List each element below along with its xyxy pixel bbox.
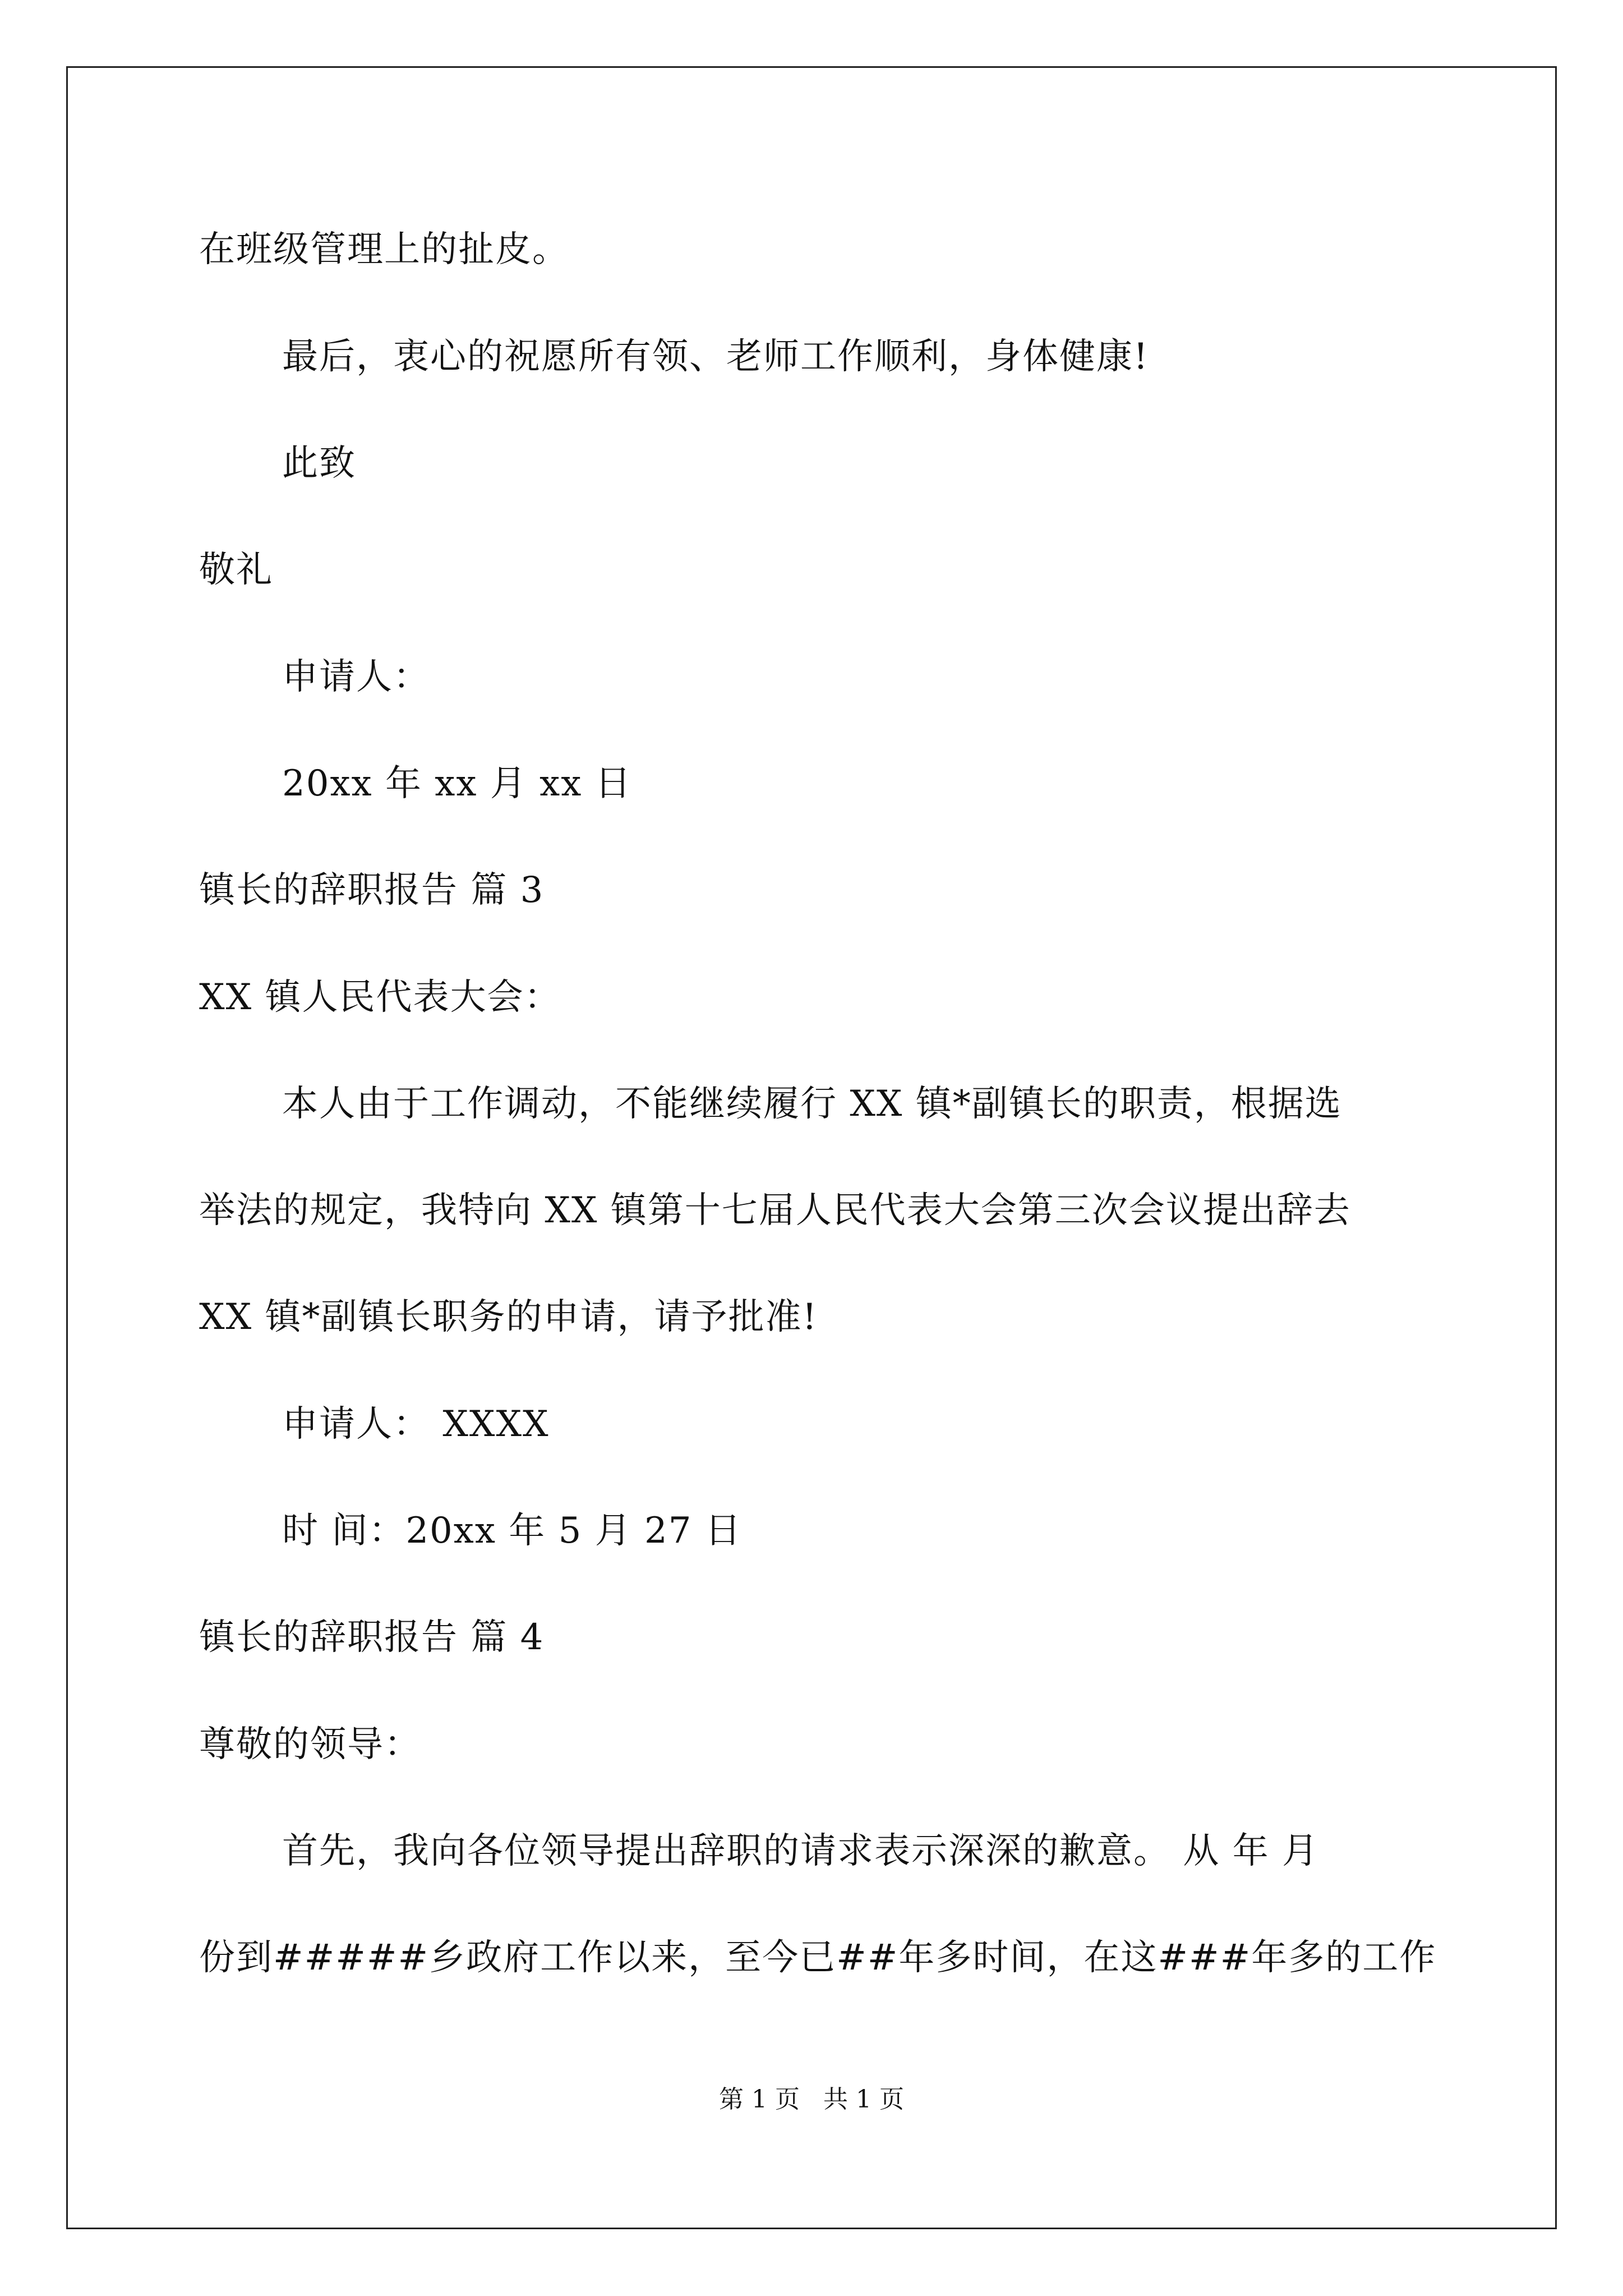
time-line: 时 间：20xx 年 5 月 27 日 <box>282 1510 742 1552</box>
paragraph-line-3: XX 镇*副镇长职务的申请，请予批准! <box>199 1296 818 1338</box>
paragraph-line-2: 举法的规定，我特向 XX 镇第十七届人民代表大会第三次会议提出辞去 <box>199 1190 1351 1231</box>
page-footer: 第 1 页 共 1 页 <box>719 2085 904 2114</box>
paragraph-line-1: 本人由于工作调动，不能继续履行 XX 镇*副镇长的职责，根据选 <box>282 1083 1342 1125</box>
text-line-2: 最后，衷心的祝愿所有领、老师工作顺利，身体健康! <box>282 336 1149 378</box>
applicant-line: 申请人： <box>282 656 430 698</box>
section-heading-3: 镇长的辞职报告 篇 3 <box>199 869 545 911</box>
closing-line: 敬礼 <box>199 549 273 591</box>
section-heading-4: 镇长的辞职报告 篇 4 <box>199 1617 545 1658</box>
text-line-1: 在班级管理上的扯皮。 <box>199 229 569 270</box>
date-line: 20xx 年 xx 月 xx 日 <box>282 763 632 804</box>
addressee-line: XX 镇人民代表大会： <box>199 977 561 1018</box>
page-border <box>66 66 1557 2229</box>
salutation-line: 此致 <box>282 443 356 484</box>
applicant-name-line: 申请人： XXXX <box>282 1404 550 1445</box>
greeting-line: 尊敬的领导： <box>199 1724 421 1765</box>
paragraph-line-4: 首先，我向各位领导提出辞职的请求表示深深的歉意。 从 年 月 <box>282 1830 1320 1872</box>
paragraph-line-5: 份到#####乡政府工作以来，至今已##年多时间，在这###年多的工作 <box>199 1937 1437 1978</box>
